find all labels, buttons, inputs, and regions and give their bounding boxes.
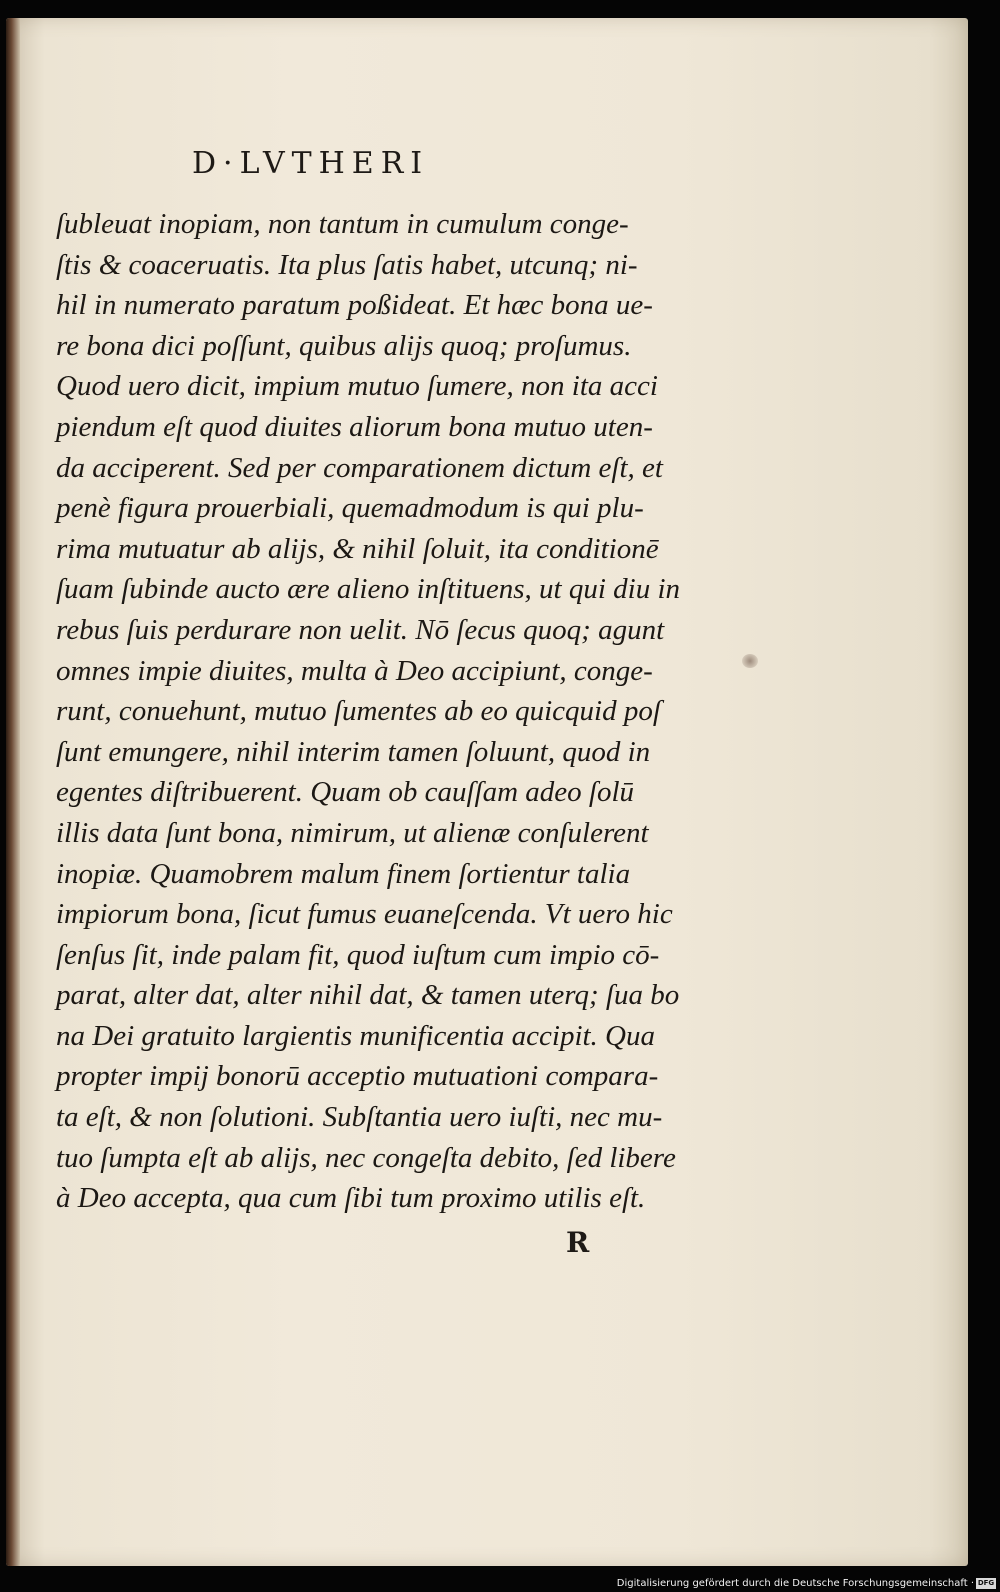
text-line: à Deo accepta, qua cum ſibi tum proximo utilis eſt. — [56, 1182, 646, 1215]
text-line: propter impij bonorū acceptio mutuationi compara- — [56, 1060, 659, 1093]
text-line: ſuam ſubinde aucto ære alieno inſtituens, ut qui diu in — [56, 573, 680, 606]
text-line: hil in numerato paratum poßideat. Et hæc bona ue- — [56, 289, 653, 322]
text-line: egentes diſtribuerent. Quam ob cauſſam adeo ſolū — [56, 776, 635, 809]
text-line: ſunt emungere, nihil interim tamen ſoluunt, quod in — [56, 735, 651, 768]
text-line: ſtis & coaceruatis. Ita plus ſatis habet, utcunq; ni- — [56, 248, 638, 281]
text-line: ta eſt, & non ſolutioni. Subſtantia uero iuſti, nec mu- — [56, 1101, 663, 1134]
book-page — [6, 18, 968, 1566]
running-head: D·LVTHERI — [192, 146, 430, 181]
text-line: na Dei gratuito largientis munificentia accipit. Qua — [56, 1019, 656, 1052]
page-binding-edge — [6, 18, 20, 1566]
text-line: impiorum bona, ſicut fumus euaneſcenda. Vt uero hic — [56, 898, 673, 931]
text-line: rebus ſuis perdurare non uelit. Nō ſecus quoq; agunt — [56, 613, 665, 646]
text-line: rima mutuatur ab alijs, & nihil ſoluit, ita conditionē — [56, 532, 659, 565]
text-line: piendum eſt quod diuites aliorum bona mutuo uten- — [56, 410, 653, 443]
funding-credit: Digitalisierung gefördert durch die Deutsche Forschungsgemeinschaft · — [616, 1578, 974, 1589]
text-line: parat, alter dat, alter nihil dat, & tamen uterq; ſua bo — [56, 979, 680, 1012]
text-line: re bona dici poſſunt, quibus alijs quoq; proſumus. — [56, 329, 632, 362]
text-line: penè figura prouerbiali, quemadmodum is qui plu- — [56, 492, 644, 525]
body-text — [56, 204, 696, 1219]
dfg-logo: DFG — [977, 1579, 995, 1587]
text-line: runt, conuehunt, mutuo ſumentes ab eo quicquid poſ — [56, 695, 661, 728]
text-line: tuo ſumpta eſt ab alijs, nec congeſta debito, ſed libere — [56, 1141, 676, 1174]
signature-mark: R — [566, 1226, 590, 1259]
text-line: da acciperent. Sed per comparationem dictum eſt, et — [56, 451, 663, 484]
text-line: Quod uero dicit, impium mutuo ſumere, non ita acci — [56, 370, 658, 403]
text-line: ſenſus ſit, inde palam fit, quod iuſtum cum impio cō- — [56, 938, 660, 971]
text-line: illis data ſunt bona, nimirum, ut alienæ conſulerent — [56, 816, 649, 849]
text-line: inopiæ. Quamobrem malum finem ſortientur talia — [56, 857, 631, 890]
text-line: omnes impie diuites, multa à Deo accipiunt, conge- — [56, 654, 653, 687]
paper-stain — [742, 654, 758, 668]
text-line: ſubleuat inopiam, non tantum in cumulum conge- — [56, 208, 629, 240]
